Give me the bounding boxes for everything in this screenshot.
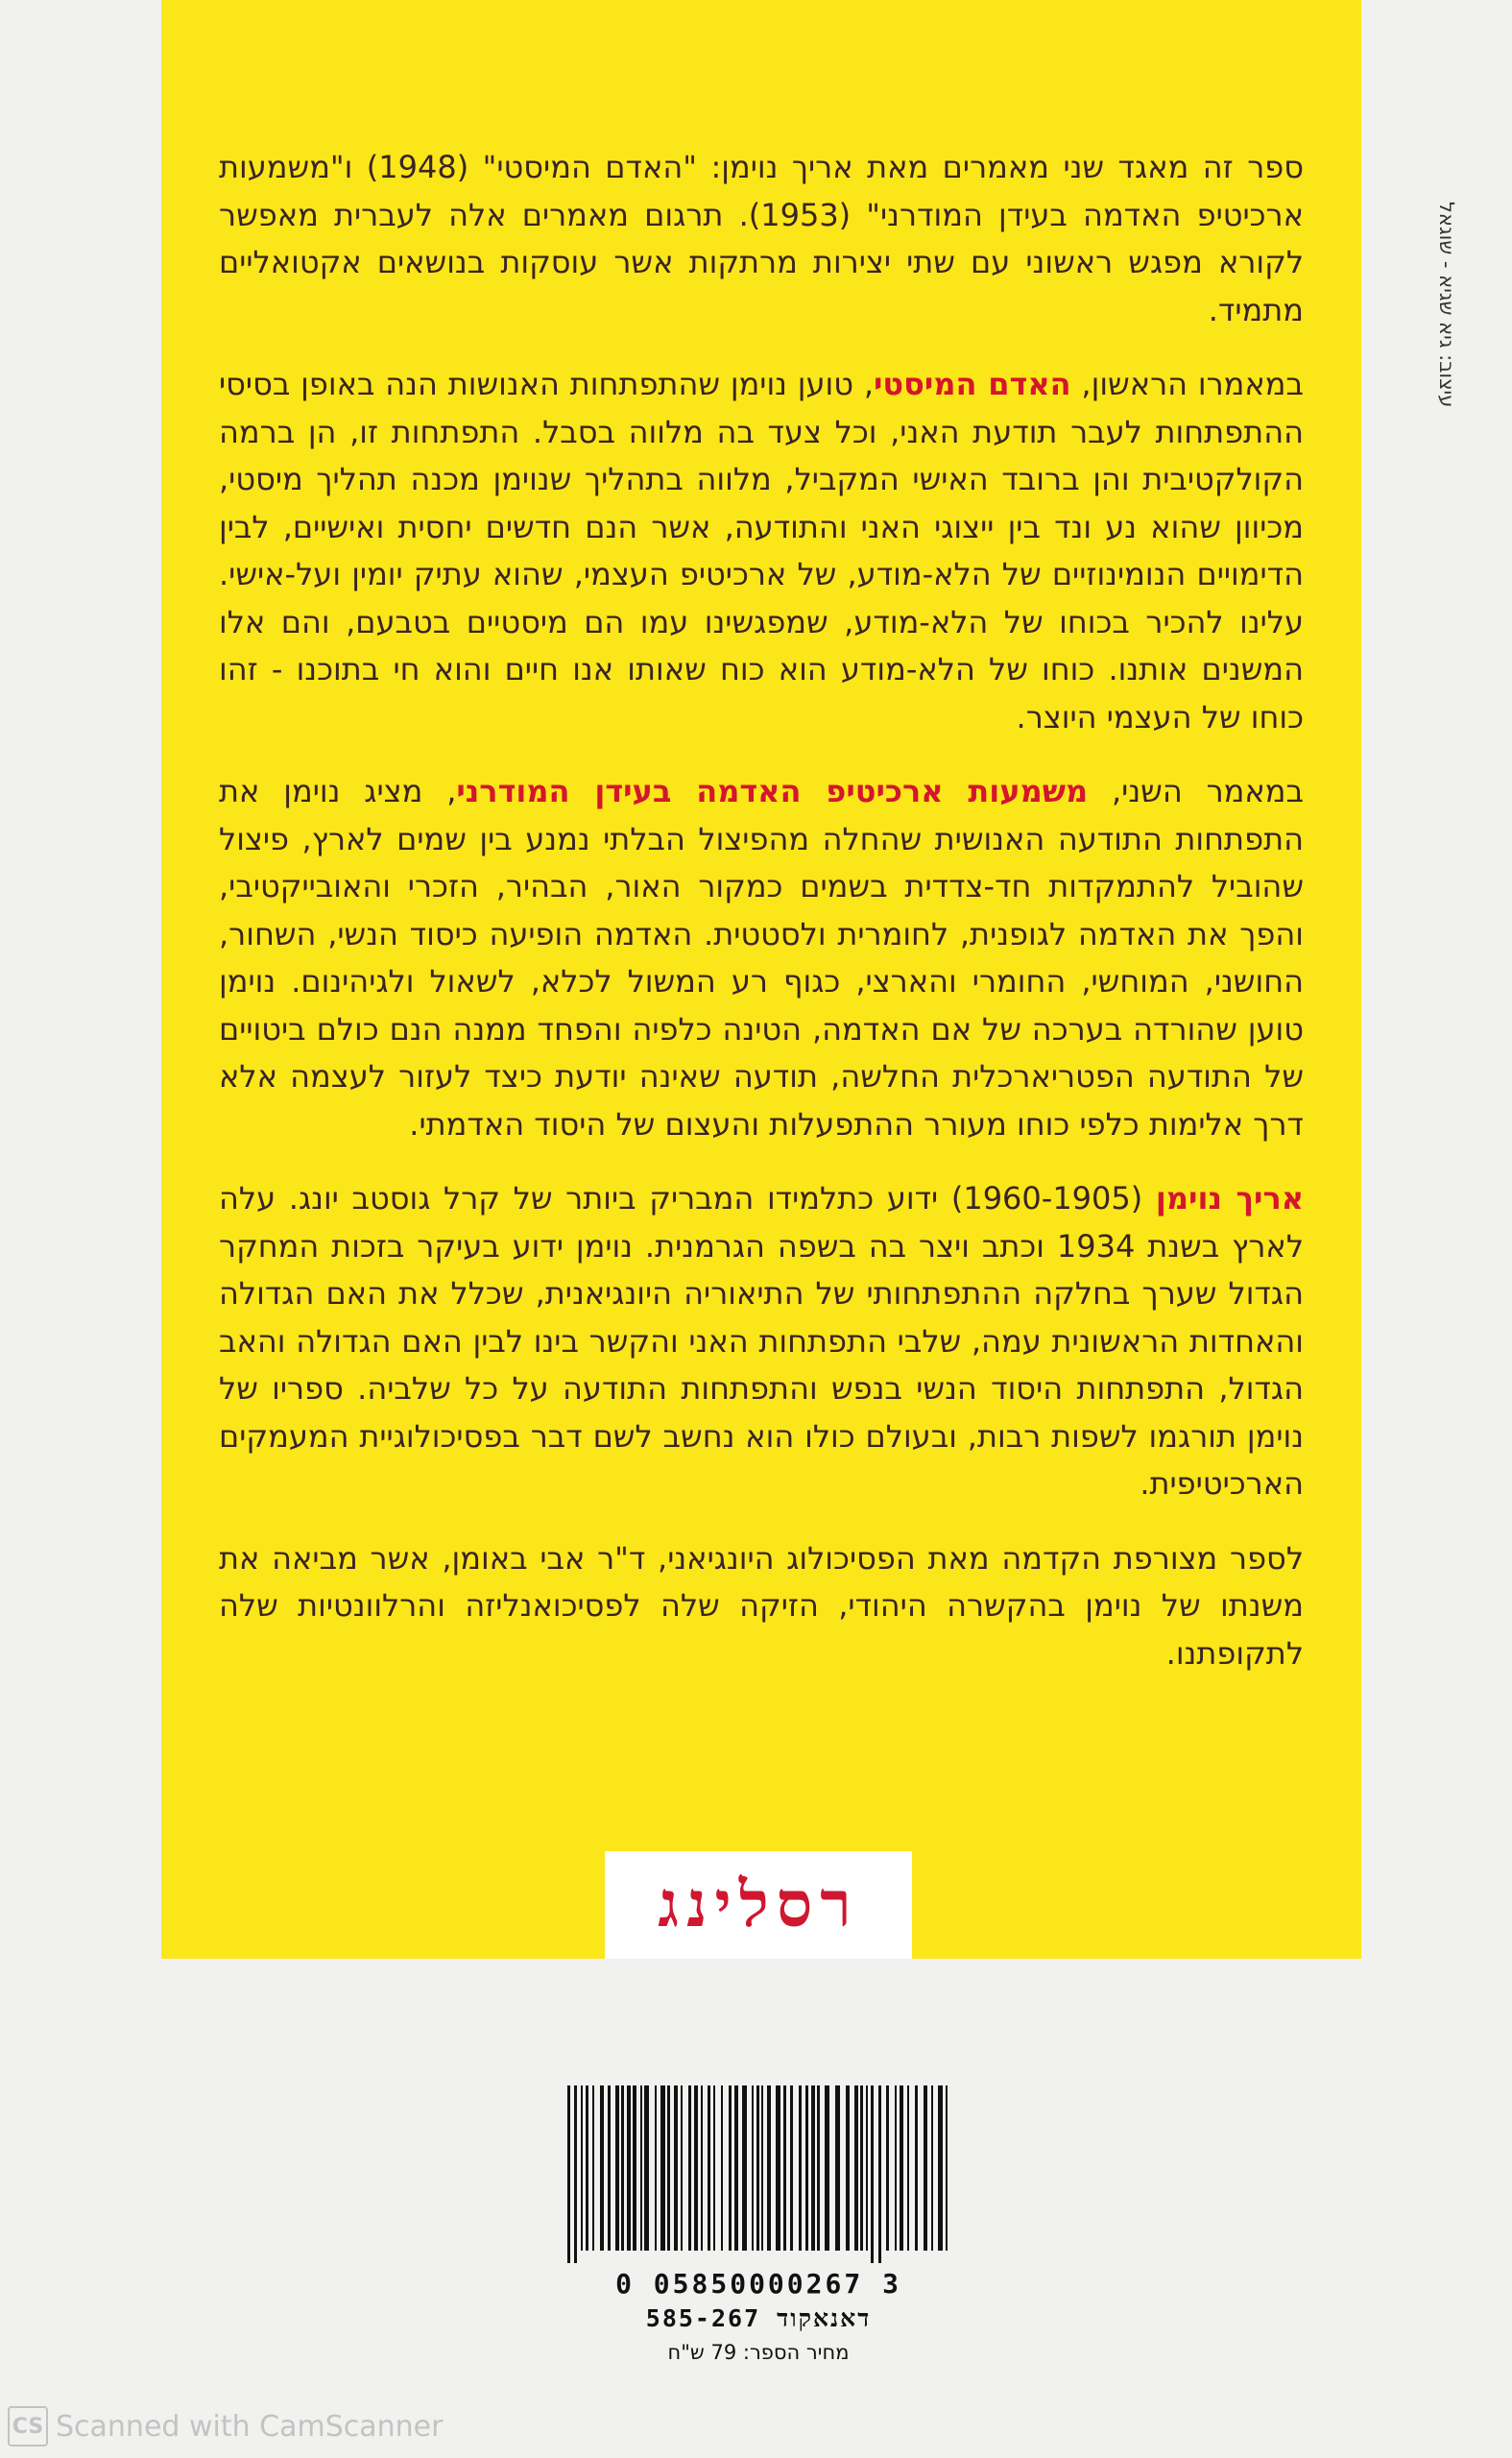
barcode-bar (799, 2085, 802, 2251)
barcode-bar (742, 2085, 747, 2251)
barcode-bar (878, 2085, 881, 2263)
barcode-bar (688, 2085, 691, 2251)
barcode-bar (655, 2085, 657, 2251)
barcode-bar (790, 2085, 793, 2251)
blurb-paragraph (219, 144, 1304, 334)
highlighted-title: אריך נוימן (1155, 1180, 1305, 1217)
distributor-code: דאנאקוד 585-267 (645, 2304, 872, 2332)
barcode-bar (776, 2085, 780, 2251)
book-price: מחיר הספר: 79 ש"ח (667, 2341, 850, 2364)
barcode-bar (708, 2085, 710, 2251)
barcode-bar (674, 2085, 678, 2251)
blurb-paragraph (219, 1535, 1304, 1678)
paragraph-text: במאמר השני, (1088, 773, 1304, 809)
barcode-bar (729, 2085, 732, 2251)
barcode-bar (886, 2085, 889, 2251)
barcode-bar (621, 2085, 624, 2251)
barcode-bar (835, 2085, 840, 2251)
barcode-bar (915, 2085, 918, 2251)
barcode-bar (761, 2085, 763, 2251)
barcode-bar (752, 2085, 754, 2251)
barcode-bar (871, 2085, 874, 2263)
barcode-bar (574, 2085, 577, 2263)
barcode-bar (846, 2085, 850, 2251)
barcode-bar (581, 2085, 583, 2251)
barcode-number: 0 05850000267 3 (615, 2268, 901, 2300)
barcode-bar (701, 2085, 703, 2251)
barcode-bar (608, 2085, 611, 2251)
blurb-paragraph (219, 1175, 1304, 1508)
blurb-paragraph (219, 768, 1304, 1148)
barcode-bar (783, 2085, 786, 2251)
camscanner-logo-icon: CS (8, 2406, 48, 2446)
barcode-bar (924, 2085, 927, 2251)
paragraph-text: לספר מצורפת הקדמה מאת הפסיכולוג היונגיאני, ד"ר אבי באומן, אשר מביאה את משנתו של נוימן בהקשרה היהודי, הזיקה שלה לפסיכואנליזה והרלוונטיות שלה לתקופתנו. (219, 1539, 1304, 1672)
barcode-bar (633, 2085, 636, 2251)
barcode-bar (854, 2085, 858, 2251)
paragraph-text: (1960-1905) ידוע כתלמידו המבריק ביותר של קרל גוסטב יונג. עלה לארץ בשנת 1934 וכתב ויצר בה בשפה הגרמנית. נוימן ידוע בעיקר בזכות המחקר הגדול שערך בחלקה ההתפתחותי של התיאוריה היונגיאנית, שכלל את האם הגדולה והאחדות הראשונית עמה, שלבי התפתחות האני והקשר בינו לבין האם הגדולה והאב הגדול, התפתחות היסוד הנשי בנפש והתפתחות התודעה על כל שלביה. ספריו של נוימן תורגמו לשפות רבות, ובעולם כולו הוא נחשב לשם דבר בפסיכולוגיית המעמקים הארכיטיפית. (219, 1180, 1305, 1502)
barcode-bar (721, 2085, 723, 2251)
paragraph-text: , מציג נוימן את התפתחות התודעה האנושית שהחלה מהפיצול הבלתי נמנע בין שמים לארץ, פיצול שהוביל להתמקדות חד-צדדית בשמים כמקור האור, הבהיר, הזכרי והאובייקטיבי, והפך את האדמה לגופנית, לחומרית ולסטטית. האדמה הופיעה כיסוד הנשי, השחור, החושני, המוחשי, החומרי והארצי, כגוף רע המשול לכלא, לשאול ולגיהינום. נוימן טוען שהורדה בערכה של אם האדמה, הטינה כלפיה והפחד ממנה הנם כולם ביטויים של התודעה הפטריארכלית החלשה, תודעה שאינה יודעת כיצד לעזור לעצמה אלא דרך אלימות כלפי כוחו מעורר ההתפעלות והעצום של היסוד האדמתי. (219, 773, 1304, 1143)
back-cover (161, 0, 1361, 1959)
barcode-bar (860, 2085, 863, 2251)
barcode-bar (713, 2085, 715, 2251)
barcode-bar (600, 2085, 604, 2251)
barcode-bar (825, 2085, 829, 2251)
barcode-icon (562, 2085, 955, 2263)
design-credit: עיצוב: גיא שגיא - שוגאל (1435, 202, 1458, 408)
barcode-bar (895, 2085, 897, 2251)
publisher-logo-box (605, 1851, 912, 1959)
barcode-bar (615, 2085, 619, 2251)
barcode-bar (567, 2085, 570, 2263)
camscanner-watermark (8, 2406, 443, 2446)
barcode-bar (681, 2085, 683, 2251)
blurb-text (219, 144, 1304, 1704)
highlighted-title: משמעות ארכיטיפ האדמה בעידן המודרני (456, 773, 1089, 809)
barcode-bar (667, 2085, 670, 2251)
barcode-bar (805, 2085, 808, 2251)
barcode-block (562, 2085, 955, 2374)
barcode-bar (946, 2085, 948, 2251)
barcode-bar (627, 2085, 631, 2251)
barcode-bar (767, 2085, 771, 2251)
barcode-bar (907, 2085, 909, 2251)
barcode-bar (644, 2085, 649, 2251)
barcode-bar (586, 2085, 588, 2251)
paragraph-text: ספר זה מאגד שני מאמרים מאת אריך נוימן: "האדם המיסטי" (1948) ו"משמעות ארכיטיפ האדמה בעידן המודרני" (1953). תרגום מאמרים אלה לעברית מאפשר לקורא מפגש ראשוני עם שתי יצירות מרתקות אשר עוסקות בנושאים אקטואליים מתמיד. (219, 149, 1305, 328)
barcode-bar (938, 2085, 943, 2251)
barcode-bar (811, 2085, 815, 2251)
barcode-bar (640, 2085, 642, 2251)
barcode-bar (931, 2085, 933, 2251)
barcode-bar (756, 2085, 759, 2251)
barcode-bar (694, 2085, 698, 2251)
highlighted-title: האדם המיסטי (874, 366, 1071, 402)
paragraph-text: , טוען נוימן שהתפתחות האנושות הנה באופן בסיסי ההתפתחות לעבר תודעת האני, וכל צעד בה מלווה בסבל. התפתחות זו, הן ברמה הקולקטיבית והן ברובד האישי המקביל, מלווה בתהליך שנוימן מכנה תהליך מיסטי, מכיוון שהוא נע ונד בין ייצוגי האני והתודעה, אשר הנם חדשים יחסית ואישיים, לבין הדימויים הנומינוזיים של הלא-מודע, של ארכיטיפ העצמי, שהוא עתיק יומין ועל-אישי. עלינו להכיר בכוחו של הלא-מודע, שמפגשינו עמו הם מיסטיים בטבעם, והם אלו המשנים אותנו. כוחו של הלא-מודע הוא כוח שאותו אנו חיים והוא חי בתוכנו - זהו כוחו של העצמי היוצר. (219, 366, 1304, 735)
barcode-bar (734, 2085, 738, 2251)
paragraph-text: במאמרו הראשון, (1070, 366, 1305, 402)
barcode-bar (866, 2085, 868, 2251)
barcode-bar (817, 2085, 820, 2251)
publisher-logo: רסלינג (658, 1868, 859, 1941)
barcode-bar (660, 2085, 665, 2251)
blurb-paragraph (219, 361, 1304, 741)
barcode-bar (592, 2085, 594, 2251)
barcode-bar (900, 2085, 903, 2251)
camscanner-text: Scanned with CamScanner (56, 2409, 444, 2444)
